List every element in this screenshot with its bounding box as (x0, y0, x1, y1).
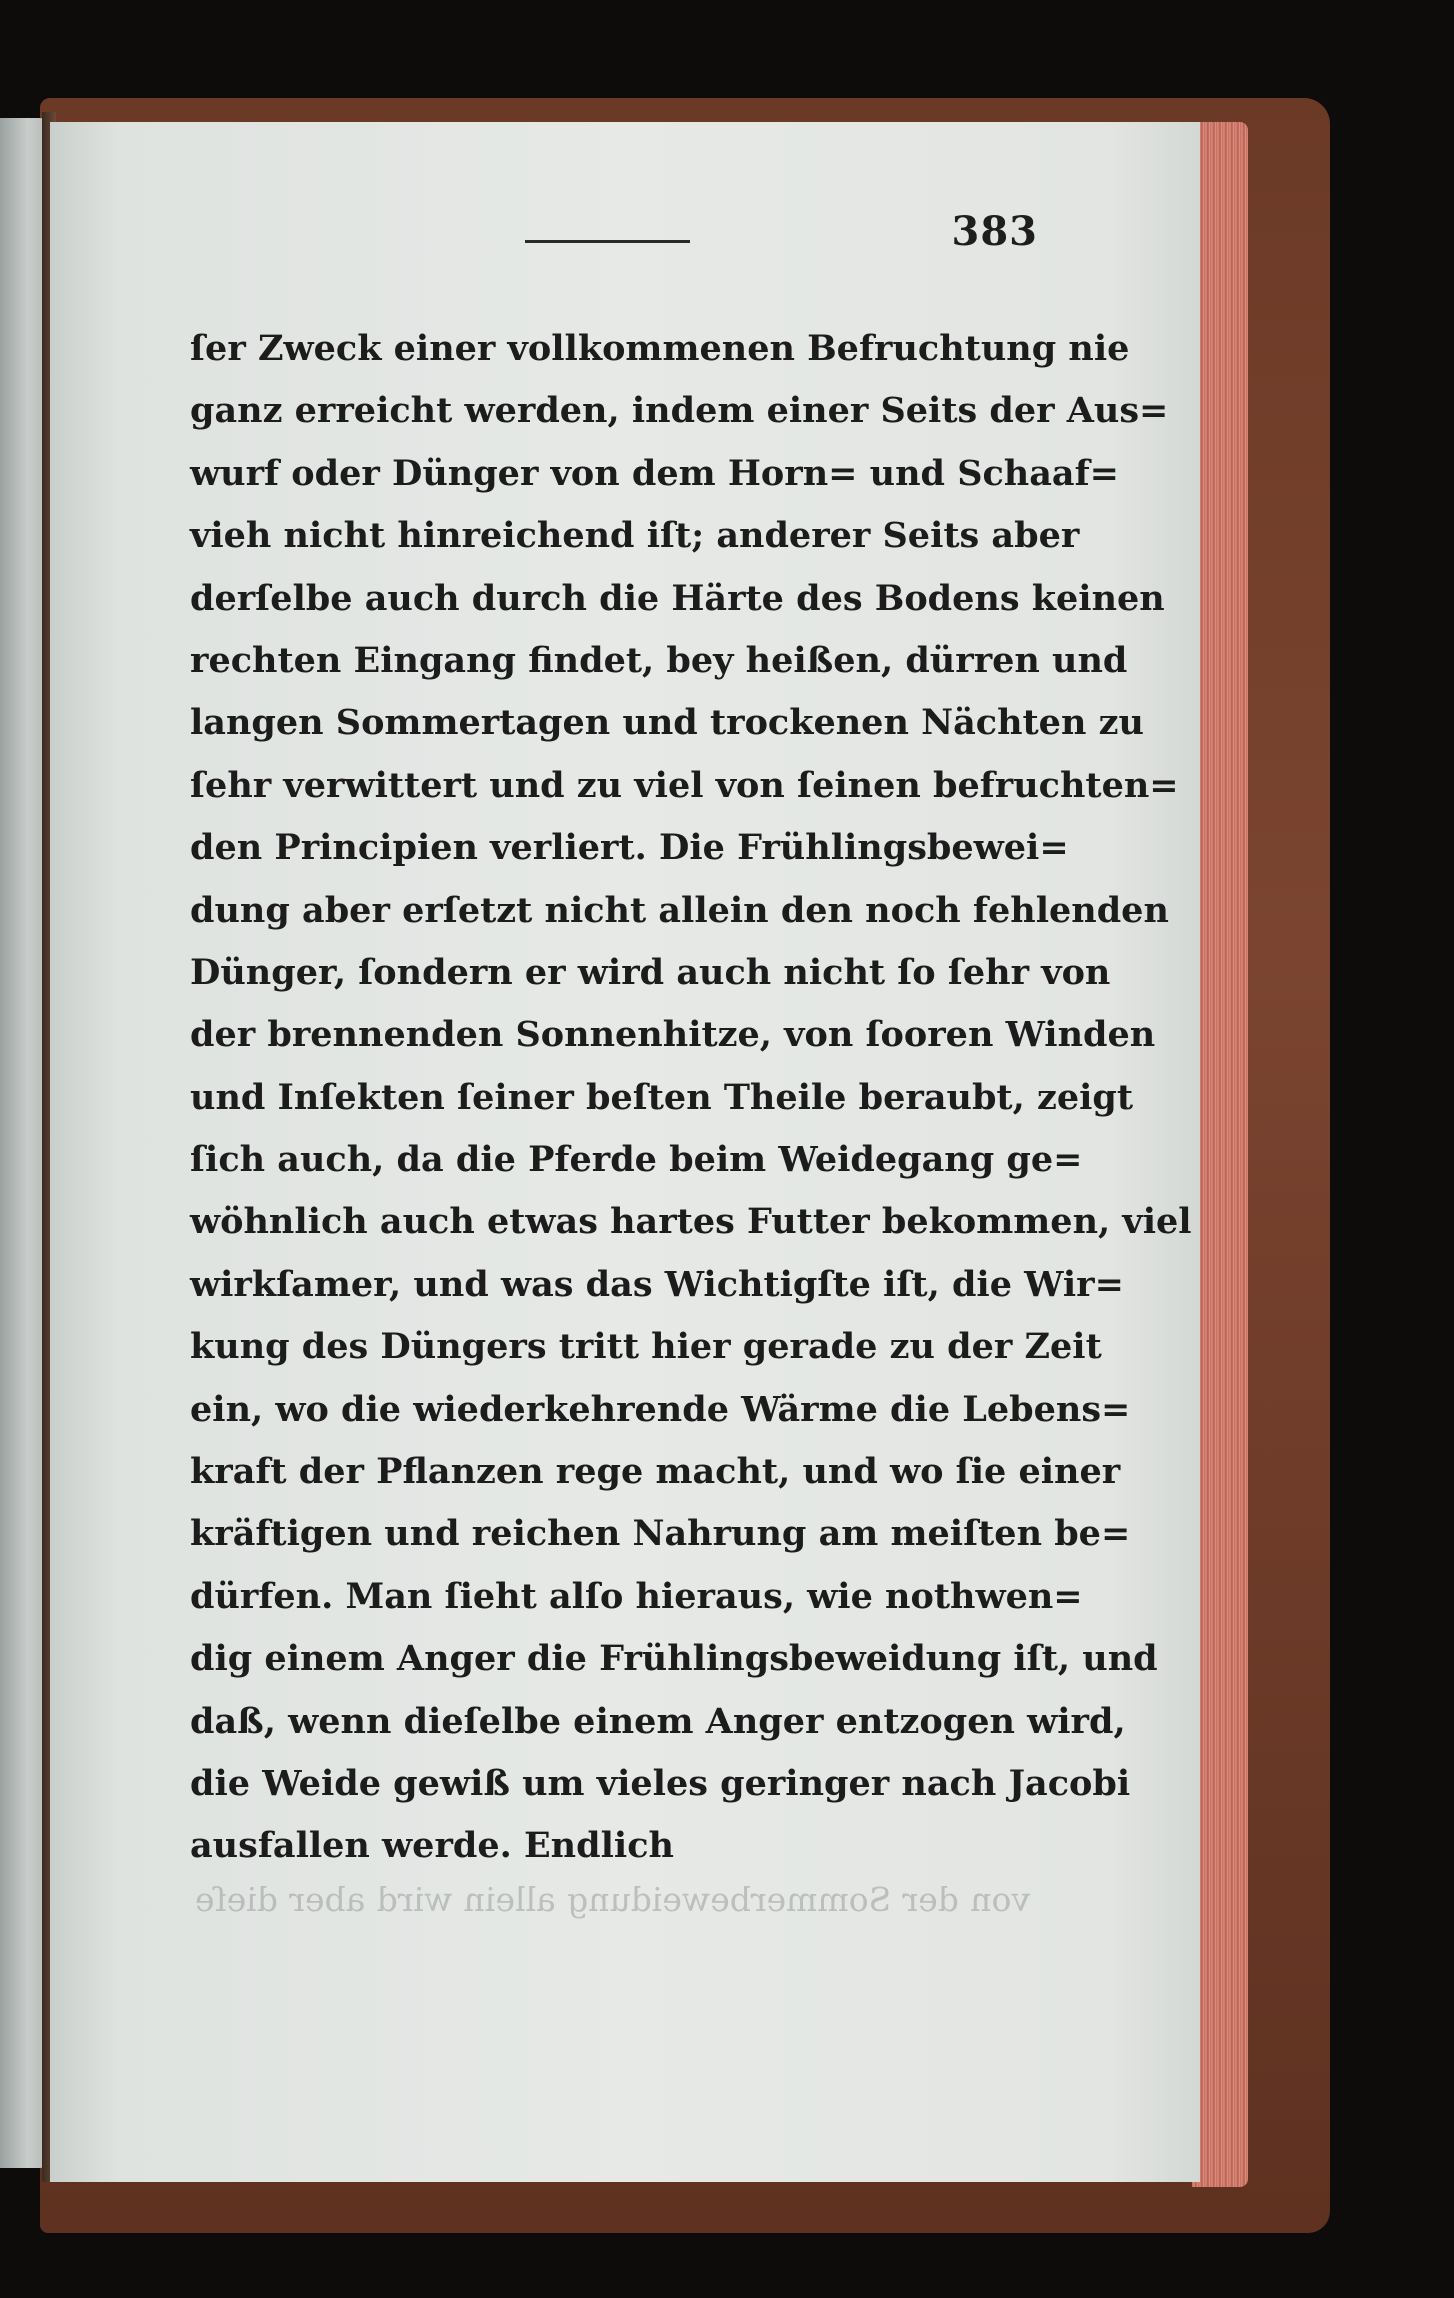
text-line: rechten Eingang findet, bey heißen, dürren und (190, 639, 1128, 681)
text-line: ſehr verwittert und zu viel von ſeinen befruchten= (190, 764, 1179, 806)
text-line: kräftigen und reichen Nahrung am meiſten be= (190, 1513, 1131, 1555)
text-line: wöhnlich auch etwas hartes Futter bekommen, viel (190, 1201, 1192, 1243)
text-line: der brennenden Sonnenhitze, von ſooren Winden (190, 1014, 1156, 1056)
text-line: kung des Düngers tritt hier gerade zu der Zeit (190, 1326, 1102, 1368)
bleed-through-text: von der Sommerbeweidung allein wird aber dieſe (195, 1880, 1030, 1919)
previous-page-edge (0, 118, 46, 2168)
text-line: Dünger, ſondern er wird auch nicht ſo ſehr von (190, 951, 1111, 993)
text-line: vieh nicht hinreichend iſt; anderer Seits aber (190, 515, 1080, 557)
text-line: ſer Zweck einer vollkommenen Befruchtung nie (190, 328, 1130, 369)
text-line: wurf oder Dünger von dem Horn= und Schaaf= (190, 452, 1119, 494)
header-rule (525, 240, 690, 243)
text-line: daß, wenn dieſelbe einem Anger entzogen wird, (190, 1700, 1126, 1742)
text-line: ein, wo die wiederkehrende Wärme die Lebens= (190, 1388, 1131, 1430)
text-line: den Principien verliert. Die Frühlingsbewei= (190, 827, 1069, 869)
text-line: und Inſekten ſeiner beſten Theile beraubt, zeigt (190, 1076, 1134, 1118)
text-line: dürfen. Man ſieht alſo hieraus, wie nothwen= (190, 1575, 1083, 1617)
text-line: kraft der Pflanzen rege macht, und wo ſie einer (190, 1451, 1121, 1493)
body-text (190, 318, 1192, 1878)
text-line: derſelbe auch durch die Härte des Bodens keinen (190, 577, 1165, 619)
text-line: die Weide gewiß um vieles geringer nach Jacobi (190, 1762, 1131, 1804)
text-line: ausfallen werde. Endlich (190, 1825, 674, 1867)
text-line: langen Sommertagen und trockenen Nächten zu (190, 702, 1144, 744)
text-line: ſich auch, da die Pferde beim Weidegang ge= (190, 1139, 1083, 1181)
text-line: dung aber erſetzt nicht allein den noch fehlenden (190, 889, 1169, 931)
page-block-edge (1192, 122, 1248, 2187)
text-line: dig einem Anger die Frühlingsbeweidung iſt, und (190, 1638, 1158, 1680)
text-line: ganz erreicht werden, indem einer Seits der Aus= (190, 390, 1169, 432)
text-line: wirkſamer, und was das Wichtigſte iſt, die Wir= (190, 1263, 1124, 1305)
page-number: 383 (951, 208, 1038, 255)
